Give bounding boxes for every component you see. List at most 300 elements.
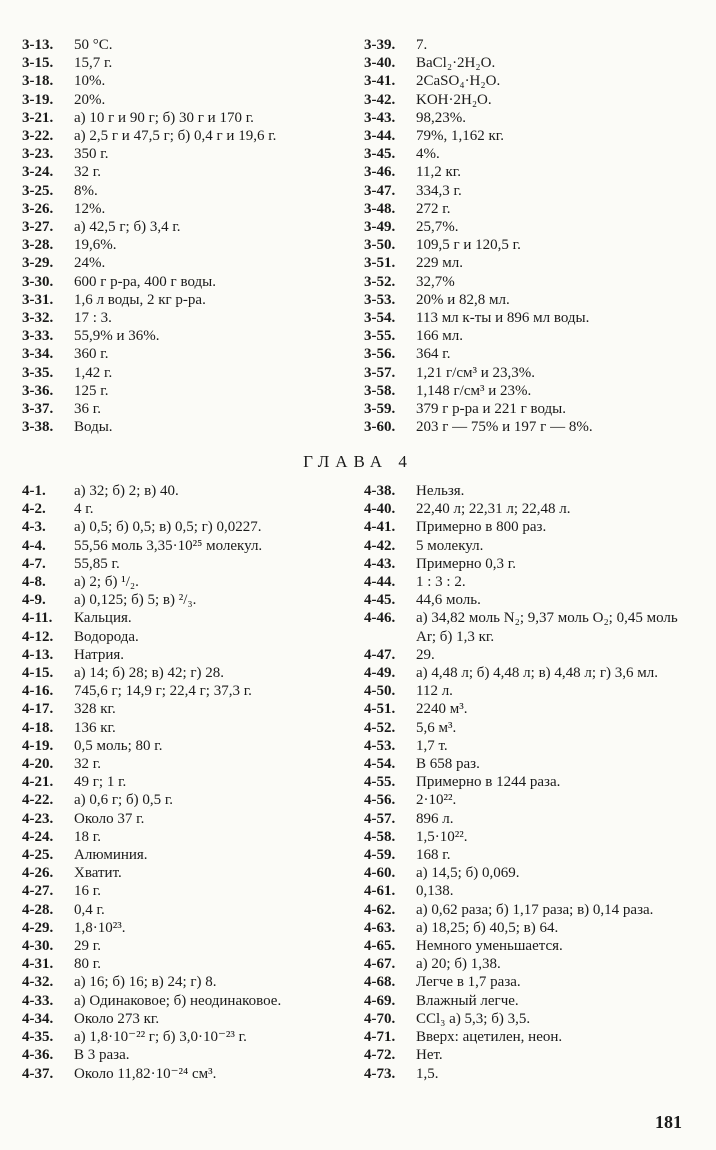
answer-text: а) 32; б) 2; в) 40. bbox=[74, 483, 179, 499]
answer-entry bbox=[22, 127, 340, 145]
answer-number: 4-68. bbox=[364, 974, 396, 991]
answer-number: 4-25. bbox=[22, 847, 54, 864]
answer-entry bbox=[364, 537, 694, 555]
answer-text: В 658 раз. bbox=[416, 756, 480, 773]
answer-entry bbox=[364, 864, 694, 882]
answer-text: 22,40 л; 22,31 л; 22,48 л. bbox=[416, 501, 571, 518]
answer-number: 4-4. bbox=[22, 537, 46, 554]
answer-number: 4-30. bbox=[22, 938, 54, 955]
answer-entry bbox=[364, 273, 694, 291]
answer-number: 4-23. bbox=[22, 810, 54, 827]
answer-text: Кальция. bbox=[74, 610, 132, 627]
chapter4-right-column bbox=[364, 482, 694, 1083]
answer-entry bbox=[364, 72, 694, 90]
answer-entry bbox=[22, 291, 340, 309]
answer-text: а) 1,8·10⁻²² г; б) 3,0·10⁻²³ г. bbox=[74, 1029, 247, 1046]
answer-number: 3-37. bbox=[22, 401, 54, 418]
answer-text: а) 2; б) ¹/₂. bbox=[74, 574, 139, 591]
answer-number: 3-23. bbox=[22, 146, 54, 163]
answer-text: Нельзя. bbox=[416, 483, 465, 499]
answer-text: 112 л. bbox=[416, 683, 453, 700]
answer-text: 79%, 1,162 кг. bbox=[416, 128, 504, 145]
answer-text: 203 г — 75% и 197 г — 8%. bbox=[416, 419, 593, 436]
answer-entry bbox=[22, 973, 340, 991]
answer-text: BaCl₂·2H₂O. bbox=[416, 55, 496, 72]
answer-entry bbox=[22, 646, 340, 664]
answer-number: 4-47. bbox=[364, 646, 396, 663]
answer-number: 4-31. bbox=[22, 956, 54, 973]
answer-number: 4-32. bbox=[22, 974, 54, 991]
answer-entry bbox=[364, 364, 694, 382]
answer-entry bbox=[22, 400, 340, 418]
answer-text: 1,7 т. bbox=[416, 737, 448, 754]
answer-entry bbox=[364, 109, 694, 127]
answer-text: 18 г. bbox=[74, 828, 101, 845]
answer-number: 4-19. bbox=[22, 737, 54, 754]
answer-number: 4-42. bbox=[364, 537, 396, 554]
answer-text: а) 42,5 г; б) 3,4 г. bbox=[74, 219, 181, 236]
answer-entry bbox=[22, 200, 340, 218]
answer-number: 3-15. bbox=[22, 55, 54, 72]
answer-text: 8%. bbox=[74, 182, 98, 199]
answer-text: а) 18,25; б) 40,5; в) 64. bbox=[416, 919, 559, 936]
answer-text: 1,5. bbox=[416, 1065, 439, 1082]
answer-entry bbox=[364, 382, 694, 400]
answer-entry bbox=[364, 91, 694, 109]
answer-number: 3-58. bbox=[364, 382, 396, 399]
answer-entry bbox=[22, 1046, 340, 1064]
answer-entry bbox=[22, 1065, 340, 1083]
answer-number: 4-56. bbox=[364, 792, 396, 809]
answer-number: 4-59. bbox=[364, 847, 396, 864]
answer-entry bbox=[22, 864, 340, 882]
answer-entry bbox=[364, 291, 694, 309]
answer-entry bbox=[364, 500, 694, 518]
answer-text: 32,7% bbox=[416, 273, 455, 290]
answer-entry bbox=[22, 309, 340, 327]
answer-text: 364 г. bbox=[416, 346, 451, 363]
answer-number: 3-36. bbox=[22, 382, 54, 399]
answer-entry bbox=[22, 755, 340, 773]
answer-text: 0,5 моль; 80 г. bbox=[74, 737, 163, 754]
answer-text: 2·10²². bbox=[416, 792, 457, 809]
answer-text: Вверх: ацетилен, неон. bbox=[416, 1029, 563, 1046]
answer-text: Около 11,82·10⁻²⁴ см³. bbox=[74, 1065, 217, 1082]
answer-text: 229 мл. bbox=[416, 255, 463, 272]
answer-number: 3-56. bbox=[364, 346, 396, 363]
answer-entry bbox=[364, 400, 694, 418]
answer-number: 3-18. bbox=[22, 73, 54, 90]
answer-text: 29. bbox=[416, 646, 435, 663]
answer-number: 3-50. bbox=[364, 237, 396, 254]
answer-text: а) 4,48 л; б) 4,48 л; в) 4,48 л; г) 3,6 мл. bbox=[416, 665, 658, 682]
answer-text: 1,5·10²². bbox=[416, 828, 468, 845]
answer-number: 3-31. bbox=[22, 291, 54, 308]
answer-number: 4-73. bbox=[364, 1065, 396, 1082]
answer-entry bbox=[364, 773, 694, 791]
answer-entry bbox=[22, 345, 340, 363]
answer-text: а) 34,82 моль N₂; 9,37 моль O₂; 0,45 моль Ar; б) 1,3 кг. bbox=[416, 610, 678, 645]
answer-text: а) 20; б) 1,38. bbox=[416, 956, 501, 973]
answer-number: 4-7. bbox=[22, 555, 46, 572]
chapter-heading: ГЛАВА 4 bbox=[303, 452, 413, 471]
page-number: 181 bbox=[655, 1112, 682, 1132]
answer-entry bbox=[22, 846, 340, 864]
answer-text: Влажный легче. bbox=[416, 992, 519, 1009]
answer-entry bbox=[22, 236, 340, 254]
answer-entry bbox=[364, 846, 694, 864]
answer-text: 0,4 г. bbox=[74, 901, 105, 918]
answer-text: Примерно в 1244 раза. bbox=[416, 774, 561, 791]
answer-entry bbox=[22, 573, 340, 591]
answer-entry bbox=[22, 500, 340, 518]
answer-number: 3-32. bbox=[22, 310, 54, 327]
answer-text: 10%. bbox=[74, 73, 106, 90]
answer-text: 4%. bbox=[416, 146, 440, 163]
answer-entry bbox=[364, 1010, 694, 1028]
answer-entry bbox=[22, 91, 340, 109]
answer-text: 15,7 г. bbox=[74, 55, 113, 72]
answer-text: а) 0,5; б) 0,5; в) 0,5; г) 0,0227. bbox=[74, 519, 262, 536]
answer-text: 600 г р-ра, 400 г воды. bbox=[74, 273, 216, 290]
answer-number: 4-65. bbox=[364, 938, 396, 955]
answer-text: 113 мл к-ты и 896 мл воды. bbox=[416, 310, 590, 327]
answer-number: 4-53. bbox=[364, 737, 396, 754]
answer-entry bbox=[22, 773, 340, 791]
answer-entry bbox=[364, 882, 694, 900]
answer-number: 3-55. bbox=[364, 328, 396, 345]
answer-number: 4-38. bbox=[364, 483, 396, 499]
answer-number: 3-54. bbox=[364, 310, 396, 327]
answer-number: 4-58. bbox=[364, 828, 396, 845]
answer-text: а) 0,125; б) 5; в) ²/₃. bbox=[74, 592, 197, 609]
answer-entry bbox=[364, 236, 694, 254]
answer-entry bbox=[364, 200, 694, 218]
answer-number: 3-57. bbox=[364, 364, 396, 381]
answer-entry bbox=[364, 418, 694, 436]
answer-number: 4-20. bbox=[22, 756, 54, 773]
answer-number: 4-33. bbox=[22, 992, 54, 1009]
answer-text: 5,6 м³. bbox=[416, 719, 457, 736]
answer-text: 11,2 кг. bbox=[416, 164, 461, 181]
answer-number: 3-44. bbox=[364, 128, 396, 145]
answer-entry bbox=[22, 700, 340, 718]
answer-entry bbox=[364, 327, 694, 345]
answer-text: 1,148 г/см³ и 23%. bbox=[416, 382, 532, 399]
answer-text: 80 г. bbox=[74, 956, 101, 973]
answer-number: 3-42. bbox=[364, 91, 396, 108]
answer-number: 4-63. bbox=[364, 919, 396, 936]
answer-entry bbox=[364, 309, 694, 327]
answer-number: 4-17. bbox=[22, 701, 54, 718]
answer-number: 3-47. bbox=[364, 182, 396, 199]
answer-number: 4-46. bbox=[364, 610, 396, 627]
answer-text: Легче в 1,7 раза. bbox=[416, 974, 521, 991]
answer-text: 350 г. bbox=[74, 146, 109, 163]
answer-entry bbox=[22, 36, 340, 54]
answer-text: а) 2,5 г и 47,5 г; б) 0,4 г и 19,6 г. bbox=[74, 128, 277, 145]
answer-number: 4-71. bbox=[364, 1029, 396, 1046]
answer-number: 3-39. bbox=[364, 37, 396, 53]
answer-entry bbox=[22, 737, 340, 755]
answer-number: 4-36. bbox=[22, 1047, 54, 1064]
answer-text: 2240 м³. bbox=[416, 701, 468, 718]
answer-number: 4-21. bbox=[22, 774, 54, 791]
answer-text: Около 273 кг. bbox=[74, 1010, 160, 1027]
answer-entry bbox=[22, 810, 340, 828]
answer-number: 4-11. bbox=[22, 610, 53, 627]
chapter4-left-column bbox=[22, 482, 340, 1083]
answer-entry bbox=[364, 919, 694, 937]
answer-entry bbox=[364, 955, 694, 973]
answer-entry bbox=[364, 555, 694, 573]
answer-text: 12%. bbox=[74, 200, 106, 217]
answer-entry bbox=[22, 682, 340, 700]
answer-number: 4-18. bbox=[22, 719, 54, 736]
answer-text: 49 г; 1 г. bbox=[74, 774, 127, 791]
answer-number: 4-54. bbox=[364, 756, 396, 773]
answer-entry bbox=[22, 273, 340, 291]
answer-number: 4-43. bbox=[364, 555, 396, 572]
answer-entry bbox=[364, 719, 694, 737]
answer-number: 4-37. bbox=[22, 1065, 54, 1082]
answer-number: 3-35. bbox=[22, 364, 54, 381]
answer-text: 32 г. bbox=[74, 164, 101, 181]
answer-text: 745,6 г; 14,9 г; 22,4 г; 37,3 г. bbox=[74, 683, 252, 700]
answer-entry bbox=[364, 1028, 694, 1046]
answer-number: 4-61. bbox=[364, 883, 396, 900]
answer-text: 166 мл. bbox=[416, 328, 463, 345]
answer-number: 4-44. bbox=[364, 574, 396, 591]
chapter3-right-column bbox=[364, 36, 694, 436]
answer-text: 36 г. bbox=[74, 401, 101, 418]
answer-number: 3-59. bbox=[364, 401, 396, 418]
answer-entry bbox=[22, 72, 340, 90]
answer-text: 5 молекул. bbox=[416, 537, 484, 554]
answer-number: 4-1. bbox=[22, 483, 46, 499]
answer-entry bbox=[364, 755, 694, 773]
answer-text: 360 г. bbox=[74, 346, 109, 363]
answer-entry bbox=[22, 791, 340, 809]
answer-text: Алюминия. bbox=[74, 847, 148, 864]
answer-entry bbox=[364, 218, 694, 236]
answer-text: 25,7%. bbox=[416, 219, 459, 236]
answer-number: 4-69. bbox=[364, 992, 396, 1009]
answer-number: 4-67. bbox=[364, 956, 396, 973]
answer-entry bbox=[22, 364, 340, 382]
answer-number: 3-27. bbox=[22, 219, 54, 236]
answer-text: а) 14; б) 28; в) 42; г) 28. bbox=[74, 665, 225, 682]
answer-number: 3-33. bbox=[22, 328, 54, 345]
answer-text: Примерно 0,3 г. bbox=[416, 555, 516, 572]
answer-number: 4-41. bbox=[364, 519, 396, 536]
answer-number: 3-34. bbox=[22, 346, 54, 363]
answer-text: 334,3 г. bbox=[416, 182, 462, 199]
answer-text: CCl₃ а) 5,3; б) 3,5. bbox=[416, 1010, 531, 1027]
answer-number: 3-41. bbox=[364, 73, 396, 90]
answer-text: а) Одинаковое; б) неодинаковое. bbox=[74, 992, 282, 1009]
answer-text: Около 37 г. bbox=[74, 810, 145, 827]
answer-number: 4-22. bbox=[22, 792, 54, 809]
answer-entry bbox=[364, 54, 694, 72]
answer-number: 3-28. bbox=[22, 237, 54, 254]
answer-entry bbox=[364, 700, 694, 718]
answer-number: 4-57. bbox=[364, 810, 396, 827]
answer-entry bbox=[364, 345, 694, 363]
answer-number: 4-3. bbox=[22, 519, 46, 536]
answer-entry bbox=[364, 1065, 694, 1083]
answer-number: 3-29. bbox=[22, 255, 54, 272]
answer-number: 3-25. bbox=[22, 182, 54, 199]
answer-number: 4-55. bbox=[364, 774, 396, 791]
answer-text: 1,21 г/см³ и 23,3%. bbox=[416, 364, 535, 381]
answer-entry bbox=[22, 182, 340, 200]
answer-text: 168 г. bbox=[416, 847, 451, 864]
answer-number: 4-15. bbox=[22, 665, 54, 682]
answer-text: Примерно в 800 раз. bbox=[416, 519, 547, 536]
answer-text: 109,5 г и 120,5 г. bbox=[416, 237, 521, 254]
answer-entry bbox=[22, 382, 340, 400]
answer-entry bbox=[364, 901, 694, 919]
answer-text: 1,6 л воды, 2 кг р-ра. bbox=[74, 291, 206, 308]
answer-number: 3-24. bbox=[22, 164, 54, 181]
answer-entry bbox=[364, 737, 694, 755]
answer-number: 3-26. bbox=[22, 200, 54, 217]
answer-text: 7. bbox=[416, 37, 428, 53]
answer-entry bbox=[22, 218, 340, 236]
answer-entry bbox=[22, 882, 340, 900]
answer-number: 3-45. bbox=[364, 146, 396, 163]
answer-entry bbox=[22, 955, 340, 973]
answer-text: Хватит. bbox=[74, 865, 122, 882]
answer-entry bbox=[364, 36, 694, 54]
answer-text: 1,8·10²³. bbox=[74, 919, 126, 936]
answer-entry bbox=[22, 901, 340, 919]
answer-number: 4-49. bbox=[364, 665, 396, 682]
answer-text: 379 г р-ра и 221 г воды. bbox=[416, 401, 566, 418]
answer-text: 50 °C. bbox=[74, 37, 113, 53]
answer-entry bbox=[364, 145, 694, 163]
answer-entry bbox=[22, 145, 340, 163]
answer-text: 29 г. bbox=[74, 938, 101, 955]
answer-entry bbox=[364, 828, 694, 846]
answer-number: 4-62. bbox=[364, 901, 396, 918]
answer-text: 136 кг. bbox=[74, 719, 116, 736]
answer-entry bbox=[22, 591, 340, 609]
answer-text: Натрия. bbox=[74, 646, 125, 663]
answer-entry bbox=[22, 109, 340, 127]
answer-number: 3-13. bbox=[22, 37, 54, 53]
answer-number: 3-43. bbox=[364, 109, 396, 126]
answer-entry bbox=[364, 992, 694, 1010]
answer-entry bbox=[364, 682, 694, 700]
answer-number: 4-40. bbox=[364, 501, 396, 518]
answer-number: 3-46. bbox=[364, 164, 396, 181]
answer-entry bbox=[22, 919, 340, 937]
answer-number: 4-51. bbox=[364, 701, 396, 718]
answer-entry bbox=[364, 609, 694, 645]
answer-entry bbox=[22, 327, 340, 345]
answer-text: 19,6%. bbox=[74, 237, 117, 254]
answer-number: 4-16. bbox=[22, 683, 54, 700]
answer-entry bbox=[364, 573, 694, 591]
answer-entry bbox=[364, 937, 694, 955]
answer-number: 3-21. bbox=[22, 109, 54, 126]
answer-number: 4-45. bbox=[364, 592, 396, 609]
answer-number: 4-72. bbox=[364, 1047, 396, 1064]
answer-entry bbox=[364, 1046, 694, 1064]
answer-text: а) 10 г и 90 г; б) 30 г и 170 г. bbox=[74, 109, 254, 126]
answer-text: 16 г. bbox=[74, 883, 101, 900]
answer-text: KOH·2H₂O. bbox=[416, 91, 492, 108]
answer-text: 896 л. bbox=[416, 810, 454, 827]
answer-number: 3-51. bbox=[364, 255, 396, 272]
answer-text: Немного уменьшается. bbox=[416, 938, 563, 955]
answer-entry bbox=[22, 555, 340, 573]
answer-entry bbox=[22, 609, 340, 627]
answer-text: Нет. bbox=[416, 1047, 443, 1064]
answer-text: 0,138. bbox=[416, 883, 454, 900]
answer-number: 4-26. bbox=[22, 865, 54, 882]
answer-text: а) 16; б) 16; в) 24; г) 8. bbox=[74, 974, 217, 991]
answer-number: 3-48. bbox=[364, 200, 396, 217]
answer-text: 1,42 г. bbox=[74, 364, 113, 381]
answer-number: 4-12. bbox=[22, 628, 54, 645]
answer-entry bbox=[22, 828, 340, 846]
answer-entry bbox=[364, 646, 694, 664]
answer-text: Воды. bbox=[74, 419, 113, 436]
answer-number: 4-52. bbox=[364, 719, 396, 736]
answer-entry bbox=[364, 791, 694, 809]
answer-number: 3-40. bbox=[364, 55, 396, 72]
answer-entry bbox=[364, 591, 694, 609]
answer-number: 4-60. bbox=[364, 865, 396, 882]
answer-text: 32 г. bbox=[74, 756, 101, 773]
answer-number: 3-19. bbox=[22, 91, 54, 108]
answer-text: 55,9% и 36%. bbox=[74, 328, 160, 345]
answer-entry bbox=[22, 418, 340, 436]
answer-text: В 3 раза. bbox=[74, 1047, 130, 1064]
answer-text: 328 кг. bbox=[74, 701, 116, 718]
answer-entry bbox=[22, 537, 340, 555]
answer-entry bbox=[364, 973, 694, 991]
answer-number: 4-29. bbox=[22, 919, 54, 936]
answer-entry bbox=[22, 719, 340, 737]
answer-number: 4-34. bbox=[22, 1010, 54, 1027]
answer-entry bbox=[22, 163, 340, 181]
answer-entry bbox=[364, 163, 694, 181]
answer-number: 4-8. bbox=[22, 574, 46, 591]
answer-number: 4-9. bbox=[22, 592, 46, 609]
answer-entry bbox=[22, 1010, 340, 1028]
answer-number: 3-60. bbox=[364, 419, 396, 436]
answer-number: 3-49. bbox=[364, 219, 396, 236]
answer-number: 4-70. bbox=[364, 1010, 396, 1027]
answer-entry bbox=[364, 810, 694, 828]
answer-number: 3-52. bbox=[364, 273, 396, 290]
answer-text: 24%. bbox=[74, 255, 106, 272]
answer-entry bbox=[364, 518, 694, 536]
answer-number: 4-27. bbox=[22, 883, 54, 900]
answer-text: а) 0,6 г; б) 0,5 г. bbox=[74, 792, 174, 809]
answer-text: 55,85 г. bbox=[74, 555, 120, 572]
answer-entry bbox=[22, 992, 340, 1010]
answer-entry bbox=[364, 127, 694, 145]
answer-text: 1 : 3 : 2. bbox=[416, 574, 466, 591]
answer-text: 125 г. bbox=[74, 382, 109, 399]
answer-number: 3-30. bbox=[22, 273, 54, 290]
answer-entry bbox=[364, 182, 694, 200]
